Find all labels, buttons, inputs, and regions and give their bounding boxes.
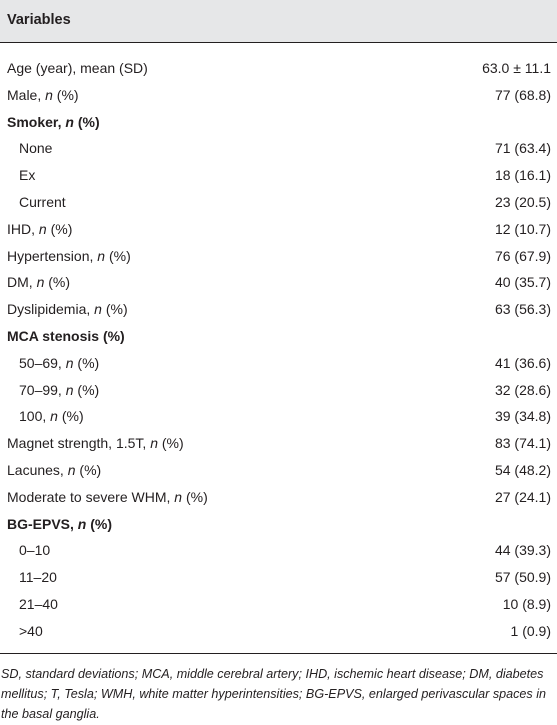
table-section-row (0, 323, 557, 350)
bottom-rule (0, 653, 557, 654)
table-row (0, 591, 557, 618)
row-value: 23 (20.5) (494, 194, 551, 210)
row-value: 77 (68.8) (494, 86, 551, 103)
row-value: 63.0 ± 11.1 (482, 60, 551, 76)
table-row (0, 296, 557, 323)
column-header-variables: Variables (7, 12, 71, 28)
row-value: 18 (16.1) (494, 167, 551, 184)
row-label: Smoker, n (%) (7, 113, 100, 130)
row-label: Male, n (%) (7, 86, 79, 103)
table-row (0, 162, 557, 189)
row-label: 100, n (%) (19, 408, 84, 425)
row-value: 10 (8.9) (502, 596, 551, 612)
row-label: 21–40 (19, 596, 58, 612)
row-value: 76 (67.9) (494, 247, 551, 264)
table-row (0, 243, 557, 270)
row-label: 50–69, n (%) (19, 354, 100, 371)
table-footnote: SD, standard deviations; MCA, middle cerebral artery; IHD, ischemic heart disease; DM, diabetes mellitus; T, Tesla; WMH, white matter hyperintensities; BG-EPVS, enlarged perivascular spaces in the basal ganglia. (1, 667, 547, 721)
table-row (0, 189, 557, 216)
row-value: 39 (34.8) (494, 408, 551, 425)
row-label: Age (year), mean (SD) (7, 60, 148, 76)
table-row (0, 82, 557, 109)
table-section-row (0, 511, 557, 538)
row-label: BG-EPVS, n (%) (7, 515, 113, 532)
table-header (0, 0, 557, 42)
table-row (0, 618, 557, 645)
table-row (0, 537, 557, 564)
row-value: 41 (36.6) (494, 354, 551, 371)
row-label: 0–10 (19, 542, 51, 559)
table-row (0, 350, 557, 377)
row-value: 1 (0.9) (510, 622, 551, 639)
table-row (0, 457, 557, 484)
table-row (0, 216, 557, 243)
row-label: 11–20 (19, 569, 57, 586)
row-label: None (19, 140, 53, 157)
row-value: 32 (28.6) (494, 381, 551, 398)
row-label: DM, n (%) (7, 274, 71, 291)
row-label: Current (19, 194, 66, 210)
table-row (0, 377, 557, 404)
row-value: 40 (35.7) (494, 274, 551, 291)
row-value: 83 (74.1) (494, 435, 551, 452)
row-value: 27 (24.1) (494, 488, 551, 505)
row-label: Dyslipidemia, n (%) (7, 301, 128, 318)
row-label: 70–99, n (%) (19, 381, 100, 398)
row-label: MCA stenosis (%) (7, 328, 125, 344)
row-value: 12 (10.7) (494, 220, 551, 237)
row-value: 44 (39.3) (494, 542, 551, 559)
table-row (0, 55, 557, 82)
row-value: 63 (56.3) (494, 301, 551, 318)
table-row (0, 269, 557, 296)
table-row (0, 403, 557, 430)
table-row (0, 135, 557, 162)
row-label: Hypertension, n (%) (7, 247, 131, 264)
row-label: Moderate to severe WHM, n (%) (7, 488, 208, 505)
row-label: IHD, n (%) (7, 220, 73, 237)
row-label: Magnet strength, 1.5T, n (%) (7, 435, 184, 452)
table-row (0, 484, 557, 511)
row-label: Ex (19, 167, 36, 184)
header-rule (0, 42, 557, 43)
row-value: 54 (48.2) (494, 462, 551, 478)
table-row (0, 430, 557, 457)
row-value: 57 (50.9) (494, 569, 551, 586)
row-value: 71 (63.4) (494, 140, 551, 157)
table-row (0, 564, 557, 591)
row-label: >40 (19, 622, 43, 639)
table-section-row (0, 109, 557, 136)
row-label: Lacunes, n (%) (7, 462, 102, 478)
